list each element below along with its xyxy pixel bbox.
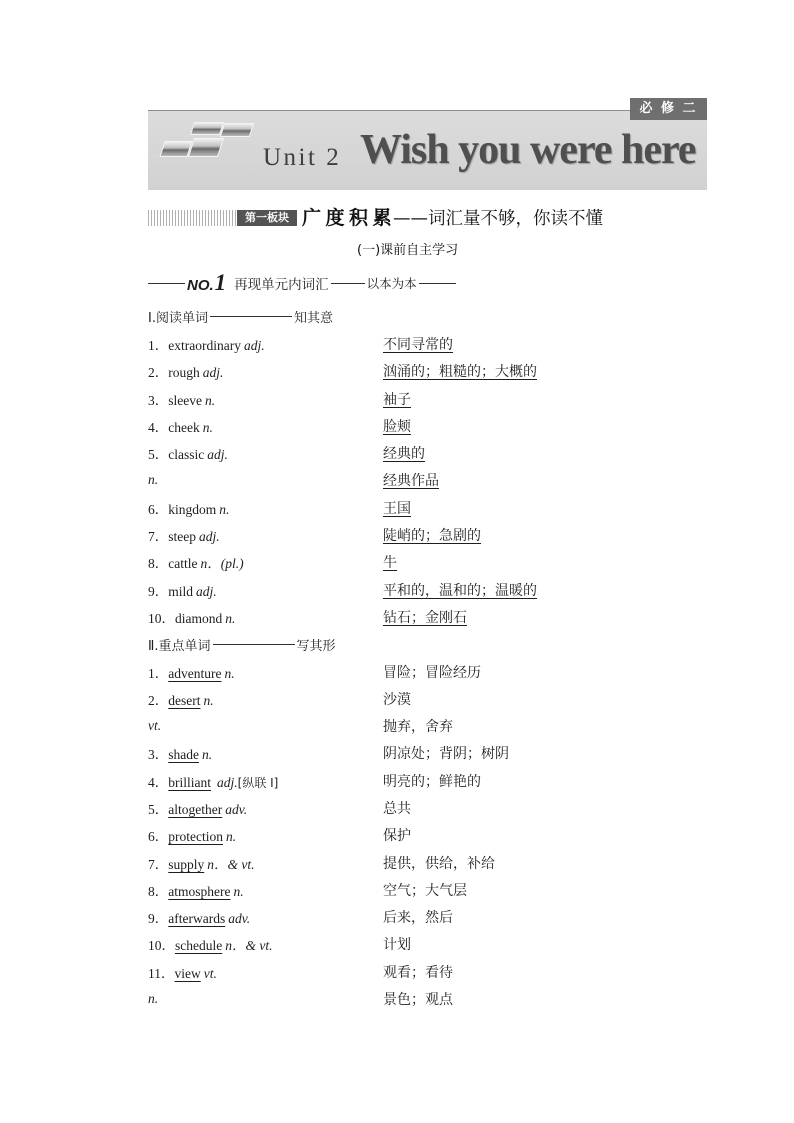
no1-title: 再现单元内词汇	[234, 277, 329, 293]
part-of-speech: adj.	[217, 774, 238, 790]
section-title: 广度积累	[302, 207, 397, 229]
item-number: 7．	[148, 856, 169, 872]
vocab-row-continuation	[148, 712, 707, 739]
meaning: 后来，然后	[383, 910, 453, 927]
vocab-row	[148, 358, 707, 385]
part-of-speech: adj.	[196, 583, 217, 599]
meaning: 平和的，温和的；温暖的	[383, 582, 537, 599]
item-number: 11．	[148, 965, 175, 981]
part-of-speech: adv.	[228, 911, 251, 927]
vocab-word: desert	[168, 692, 201, 708]
meaning: 抛弃，舍弃	[383, 719, 453, 736]
landscape-photo	[220, 123, 255, 137]
item-number: 10．	[148, 938, 175, 954]
item-number: 7．	[148, 529, 169, 545]
vocab-word: adventure	[168, 665, 222, 681]
item-number: 6．	[148, 829, 169, 845]
no1-label	[187, 270, 226, 296]
meaning: 陡峭的；急剧的	[383, 528, 481, 545]
vocabulary-list	[148, 303, 707, 1013]
vocab-word: kingdom	[168, 501, 217, 517]
vocab-row-continuation	[148, 467, 707, 494]
vocab-row	[148, 521, 707, 548]
subheading: (一)课前自主学习	[357, 243, 459, 258]
vocab-word: schedule	[175, 938, 223, 954]
vocab-row	[148, 494, 707, 521]
vocab-row	[148, 603, 707, 630]
section-bar-pattern	[148, 210, 236, 226]
meaning: 经典作品	[383, 473, 439, 490]
item-number: 5．	[148, 801, 169, 817]
meaning: 不同寻常的	[383, 336, 453, 353]
meaning: 袖子	[383, 391, 411, 408]
vocab-word: rough	[168, 365, 200, 381]
meaning: 计划	[383, 937, 411, 954]
item-number: 3．	[148, 747, 169, 763]
decorative-rule	[331, 283, 365, 284]
item-number: 10．	[148, 610, 175, 626]
vocab-row	[148, 412, 707, 439]
vocab-word: cheek	[168, 419, 200, 435]
decorative-rule	[419, 283, 456, 284]
vocab-row	[148, 330, 707, 357]
landscape-photo	[190, 122, 224, 135]
no1-label-prefix: NO.	[187, 277, 214, 294]
vocab-word: mild	[168, 583, 194, 599]
vocab-row	[148, 822, 707, 849]
part-of-speech: n.	[203, 692, 214, 708]
vocab-row	[148, 849, 707, 876]
part2-hint: 写其形	[296, 638, 336, 654]
unit-title: Wish you were here	[360, 127, 696, 173]
landscape-photo	[188, 138, 224, 157]
vocab-word: diamond	[175, 610, 223, 626]
part-of-speech: n.	[148, 991, 159, 1007]
item-number: 5．	[148, 447, 169, 463]
heading-rule	[213, 644, 295, 645]
part-of-speech: n.	[233, 883, 244, 899]
item-number: 8．	[148, 883, 169, 899]
part-of-speech: adj.	[207, 447, 228, 463]
item-number: 9．	[148, 583, 169, 599]
vocab-word: atmosphere	[168, 883, 231, 899]
meaning: 沙漠	[383, 691, 411, 708]
meaning: 汹涌的；粗糙的；大概的	[383, 364, 537, 381]
vocab-row	[148, 876, 707, 903]
heading-rule	[210, 316, 292, 317]
part-of-speech: n.	[202, 419, 213, 435]
vocab-word: steep	[168, 529, 196, 545]
part-of-speech: adj.	[243, 337, 265, 353]
vocab-row	[148, 439, 707, 466]
item-number: 1．	[148, 665, 169, 681]
vocab-word: shade	[168, 747, 199, 763]
part-of-speech: n.	[225, 610, 236, 626]
vocab-row	[148, 931, 707, 958]
part-of-speech: n.	[204, 392, 216, 408]
vocab-word: classic	[168, 447, 205, 463]
vocab-row	[148, 958, 707, 985]
vocab-word: supply	[168, 856, 205, 872]
meaning: 提供，供给，补给	[383, 855, 495, 872]
book-tab: 必 修 二	[630, 98, 707, 120]
item-number: 4．	[148, 774, 169, 790]
section-bar-heading	[302, 203, 603, 230]
meaning: 明亮的；鲜艳的	[383, 773, 481, 790]
vocab-word: extraordinary	[168, 337, 241, 353]
part-of-speech: adj.	[199, 529, 220, 545]
item-number: 6．	[148, 501, 169, 517]
part-of-speech: n.	[219, 501, 230, 517]
cross-reference-note: [纵联 Ⅰ]	[237, 775, 279, 790]
part-of-speech: adv.	[225, 801, 248, 817]
vocab-word: protection	[168, 829, 223, 845]
vocab-row	[148, 794, 707, 821]
no1-label-number: 1	[214, 270, 227, 295]
meaning: 空气；大气层	[383, 882, 467, 899]
vocab-row	[148, 576, 707, 603]
banner-photo-collage	[158, 119, 258, 163]
part-of-speech: n.	[225, 829, 237, 845]
part-of-speech: n．(pl.)	[200, 556, 244, 572]
part-of-speech: vt.	[203, 965, 217, 981]
part-of-speech: n.	[224, 665, 235, 681]
part-of-speech: n．& vt.	[207, 856, 255, 872]
part1-heading-label: Ⅰ.阅读单词	[148, 311, 208, 327]
section-subtitle: ——词汇量不够，你读不懂	[393, 209, 604, 229]
no1-heading	[148, 270, 456, 296]
meaning: 冒险；冒险经历	[383, 664, 481, 681]
item-number: 4．	[148, 419, 169, 435]
part-of-speech: vt.	[148, 718, 162, 734]
vocab-row	[148, 549, 707, 576]
item-number: 9．	[148, 911, 169, 927]
vocab-word: afterwards	[168, 911, 226, 927]
item-number: 8．	[148, 556, 169, 572]
vocab-row	[148, 658, 707, 685]
meaning: 保护	[383, 828, 411, 845]
vocab-row	[148, 740, 707, 767]
decorative-rule	[148, 283, 185, 284]
meaning: 牛	[383, 555, 397, 572]
vocab-row-continuation	[148, 985, 707, 1012]
section-badge: 第一板块	[237, 210, 297, 226]
meaning: 经典的	[383, 446, 425, 463]
meaning: 阴凉处；背阴；树阴	[383, 746, 509, 763]
vocab-word: view	[174, 965, 201, 981]
vocab-word: sleeve	[168, 392, 202, 408]
vocab-row	[148, 685, 707, 712]
no1-motto: 以本为本	[366, 276, 417, 291]
meaning: 钻石；金刚石	[383, 609, 467, 626]
part1-hint: 知其意	[293, 311, 333, 327]
item-number: 2．	[148, 365, 169, 381]
unit-number: Unit 2	[263, 144, 342, 171]
part-of-speech: n.	[148, 472, 159, 488]
vocab-word: brilliant	[168, 774, 211, 790]
vocab-row	[148, 385, 707, 412]
part1-heading	[148, 303, 707, 330]
part2-heading-label: Ⅱ.重点单词	[148, 638, 211, 654]
vocab-row	[148, 767, 707, 794]
meaning: 观看；看待	[383, 964, 453, 981]
unit-banner	[148, 110, 707, 190]
item-number: 3．	[148, 392, 169, 408]
meaning: 脸颊	[383, 418, 411, 435]
meaning: 景色；观点	[383, 992, 453, 1009]
item-number: 2．	[148, 692, 169, 708]
item-number: 1．	[148, 337, 169, 353]
part-of-speech: adj.	[202, 365, 224, 381]
meaning: 总共	[383, 800, 411, 817]
vocab-word: altogether	[168, 801, 223, 817]
part-of-speech: n.	[202, 747, 213, 763]
part2-heading	[148, 631, 707, 658]
meaning: 王国	[383, 500, 411, 517]
vocab-word: cattle	[168, 556, 198, 572]
part-of-speech: n．& vt.	[225, 938, 273, 954]
vocab-row	[148, 904, 707, 931]
